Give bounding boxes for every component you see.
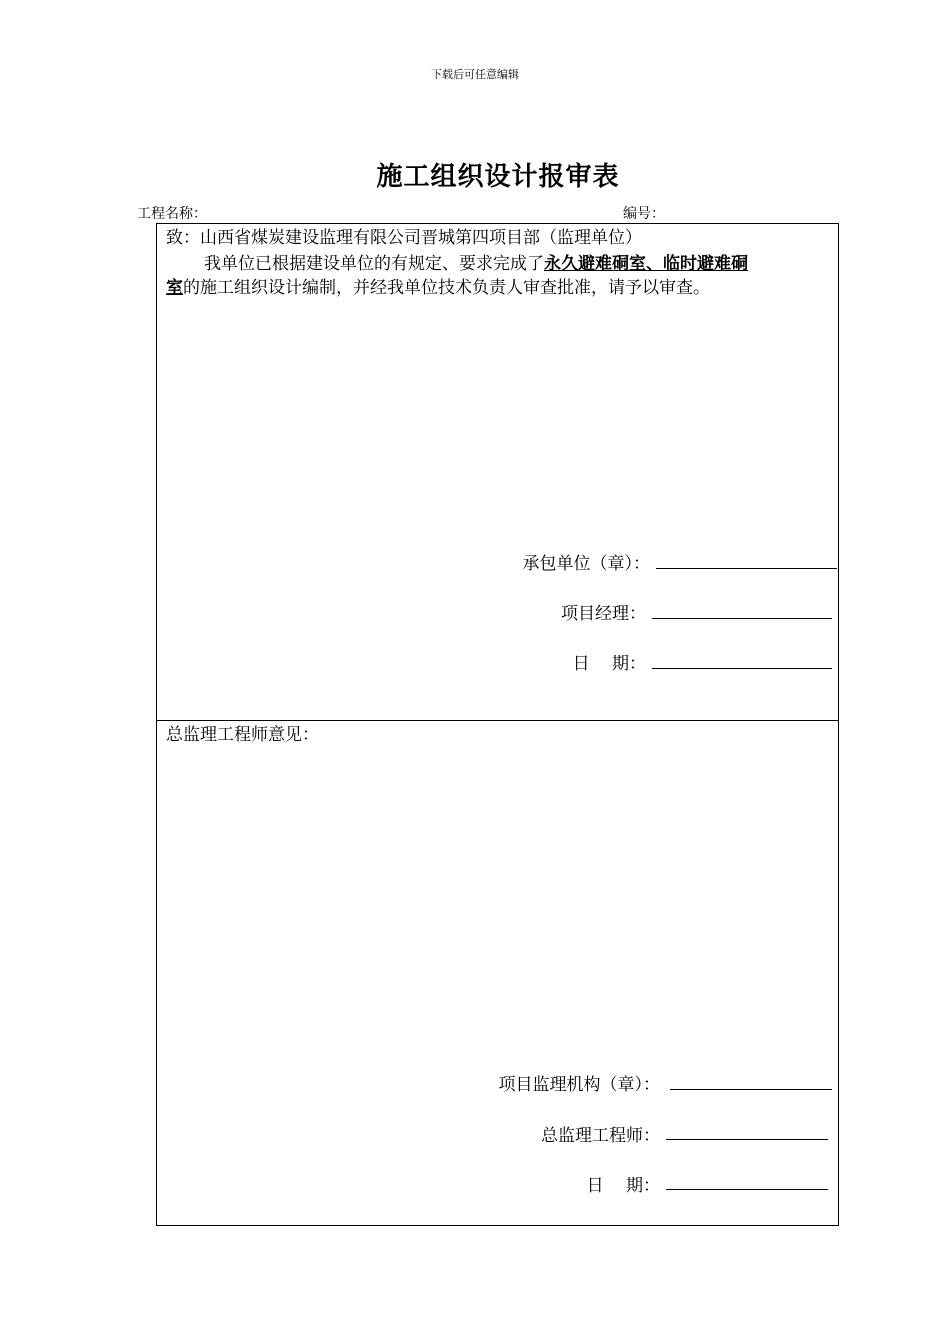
submission-body-suffix: 的施工组织设计编制，并经我单位技术负责人审查批准，请予以审查。 [183,278,710,298]
project-name-label: 工程名称： [137,206,207,222]
project-highlight-part2: 室 [166,278,183,298]
submission-body-prefix: 我单位已根据建设单位的有规定、要求完成了 [204,254,544,274]
chief-engineer-field[interactable] [666,1139,828,1140]
addressee-line: 致：山西省煤炭建设监理有限公司晋城第四项目部（监理单位） [166,228,642,248]
submission-body-line2 [166,276,710,300]
chief-engineer-label: 总监理工程师： [541,1126,660,1146]
project-manager-field[interactable] [652,618,832,619]
header-note: 下载后可任意编辑 [431,68,519,81]
project-manager-label: 项目经理： [561,604,646,624]
project-highlight-part1: 永久避难硐室、临时避难硐 [544,254,748,274]
supervision-org-seal-label: 项目监理机构（章）： [498,1075,660,1095]
contractor-date-label: 日 期： [572,654,646,674]
supervision-org-seal-field[interactable] [670,1089,832,1090]
submission-body-line1 [204,252,748,276]
chief-engineer-opinion-label: 总监理工程师意见： [166,725,319,745]
document-title: 施工组织设计报审表 [376,162,620,192]
supervision-date-field[interactable] [666,1189,828,1190]
number-label: 编号： [623,206,665,222]
contractor-date-field[interactable] [652,668,832,669]
contractor-seal-field[interactable] [656,568,837,569]
section-divider [156,720,839,721]
contractor-seal-label: 承包单位（章）： [522,554,650,574]
supervision-date-label: 日 期： [586,1176,660,1196]
